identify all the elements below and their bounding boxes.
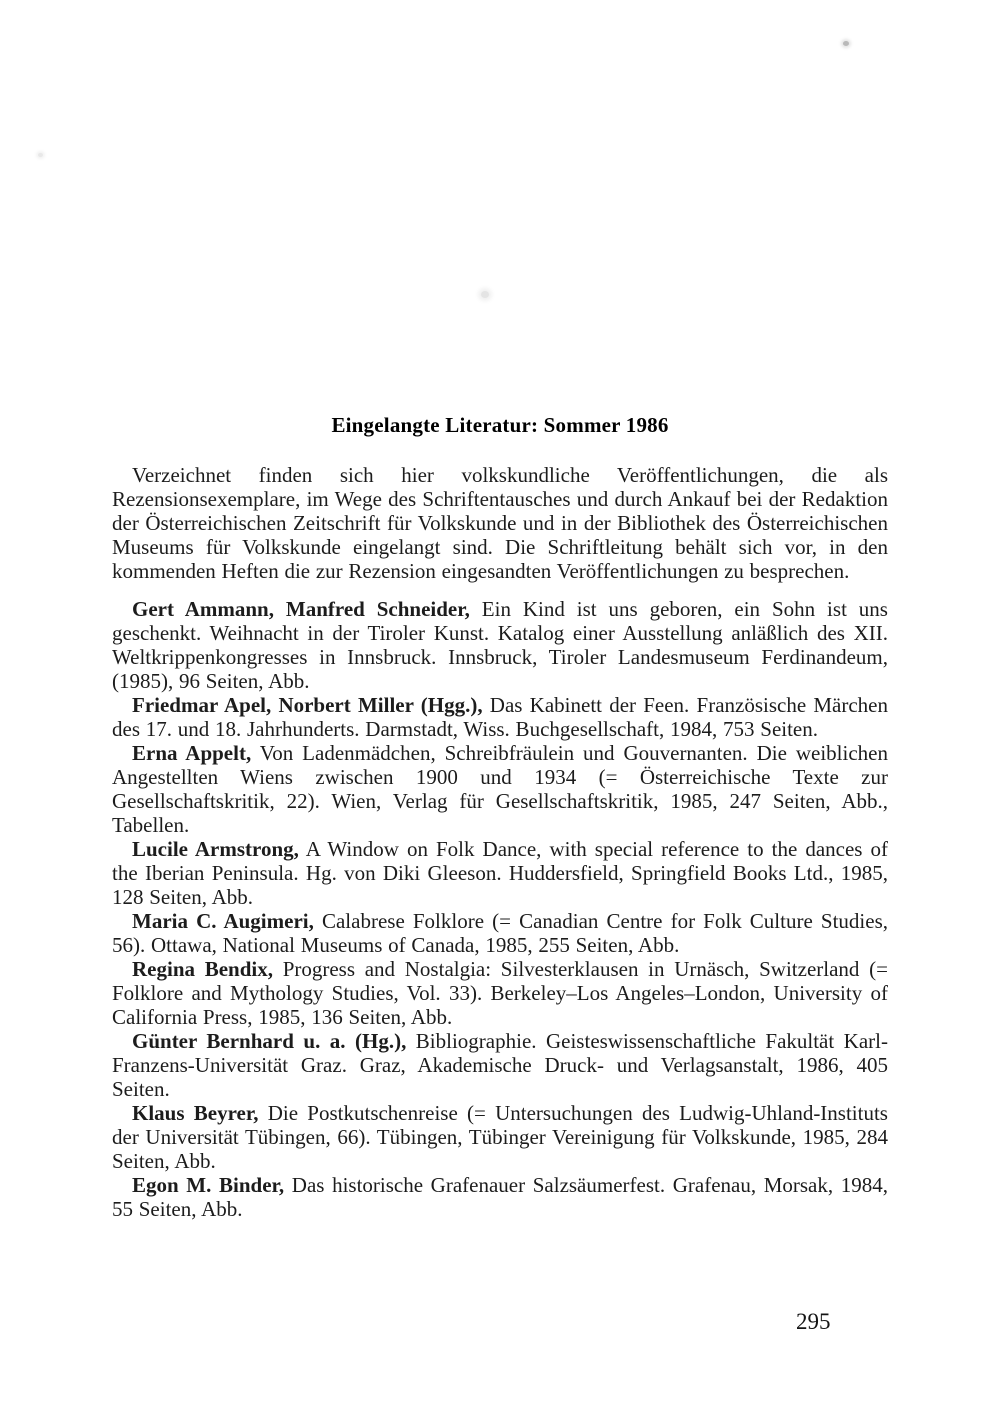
bibliography-entry xyxy=(112,693,888,741)
bibliography-entry xyxy=(112,1101,888,1173)
bibliography-entry xyxy=(112,1029,888,1101)
entry-text: Von Ladenmädchen, Schreibfräulein und Gouvernanten. Die weiblichen Angestellten Wiens zwischen 1900 und 1934 (= Österreichische Texte zur Gesellschaftskritik, 22). Wien, Verlag für Gesellschaftskritik, 1985, 247 Seiten, Abb., Tabellen. xyxy=(112,741,888,837)
entry-text: A Window on Folk Dance, with special reference to the dances of the Iberian Peninsula. Hg. von Diki Gleeson. Huddersfield, Springfield Books Ltd., 1985, 128 Seiten, Abb. xyxy=(112,837,888,909)
bibliography-entry xyxy=(112,909,888,957)
entry-text: Das Kabinett der Feen. Französische Märchen des 17. und 18. Jahrhunderts. Darmstadt, Wiss. Buchgesellschaft, 1984, 753 Seiten. xyxy=(112,693,889,741)
entry-author: Günter Bernhard u. a. (Hg.), xyxy=(132,1029,407,1053)
entry-author: Friedmar Apel, Norbert Miller (Hgg.), xyxy=(132,693,483,717)
bibliography-entry xyxy=(112,957,888,1029)
text-block xyxy=(112,413,888,1221)
bibliography-list xyxy=(112,597,888,1221)
entry-author: Egon M. Binder, xyxy=(132,1173,285,1197)
entry-text: Die Postkutschenreise (= Untersuchungen des Ludwig-Uhland-Instituts der Universität Tübingen, 66). Tübingen, Tübinger Vereinigung für Volkskunde, 1985, 284 Seiten, Abb. xyxy=(112,1101,888,1173)
scan-speck xyxy=(38,153,43,157)
page-number: 295 xyxy=(796,1309,831,1334)
scan-speck xyxy=(843,41,849,46)
page-title: Eingelangte Literatur: Sommer 1986 xyxy=(331,413,669,437)
entry-text: Ein Kind ist uns geboren, ein Sohn ist uns geschenkt. Weihnacht in der Tiroler Kunst. Katalog einer Ausstellung anläßlich des XII. Weltkrippenkongresses in Innsbruck. Innsbruck, Tiroler Landesmuseum Ferdinandeum, (1985), 96 Seiten, Abb. xyxy=(112,597,888,693)
intro-paragraph: Verzeichnet finden sich hier volkskundliche Veröffentlichungen, die als Rezensionsexemplare, im Wege des Schriftentausches und durch Ankauf bei der Redaktion der Österreichischen Zeitschrift für Volkskunde und in der Bibliothek des Österreichischen Museums für Volkskunde eingelangt sind. Die Schriftleitung behält sich vor, in den kommenden Heften die zur Rezension eingesandten Veröffentlichungen zu besprechen. xyxy=(112,463,888,583)
entry-author: Gert Ammann, Manfred Schneider, xyxy=(132,597,470,621)
entry-author: Erna Appelt, xyxy=(132,741,252,765)
bibliography-entry xyxy=(112,597,888,693)
entry-author: Regina Bendix, xyxy=(132,957,273,981)
entry-text: Calabrese Folklore (= Canadian Centre for Folk Culture Studies, 56). Ottawa, National Museums of Canada, 1985, 255 Seiten, Abb. xyxy=(112,909,888,957)
entry-text: Progress and Nostalgia: Silvesterklausen in Urnäsch, Switzerland (= Folklore and Mythology Studies, Vol. 33). Berkeley–Los Angeles–London, University of California Press, 1985, 136 Seiten, Abb. xyxy=(112,957,888,1029)
bibliography-entry xyxy=(112,837,888,909)
entry-author: Klaus Beyrer, xyxy=(132,1101,259,1125)
scan-speck xyxy=(481,291,489,298)
entry-text: Bibliographie. Geisteswissenschaftliche Fakultät Karl-Franzens-Universität Graz. Graz, Akademische Druck- und Verlagsanstalt, 1986, 405 Seiten. xyxy=(112,1029,888,1101)
bibliography-entry xyxy=(112,1173,888,1221)
bibliography-entry xyxy=(112,741,888,837)
entry-text: Das historische Grafenauer Salzsäumerfest. Grafenau, Morsak, 1984, 55 Seiten, Abb. xyxy=(112,1173,888,1221)
entry-author: Lucile Armstrong, xyxy=(132,837,299,861)
entry-author: Maria C. Augimeri, xyxy=(132,909,314,933)
